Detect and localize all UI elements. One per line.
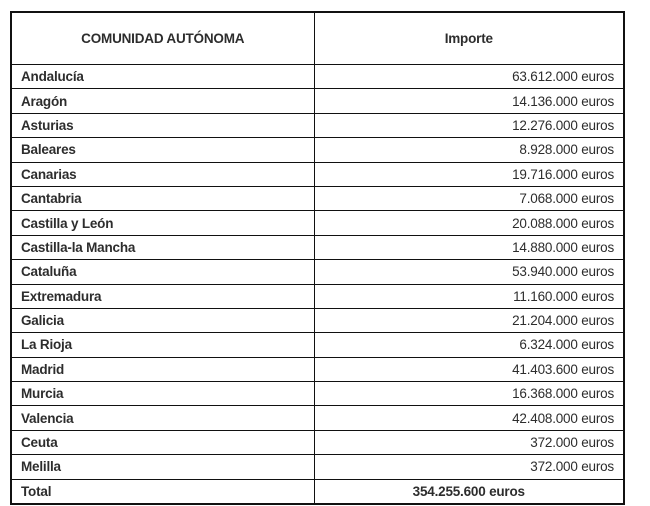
community-name: Extremadura: [11, 284, 314, 308]
community-name: Melilla: [11, 455, 314, 479]
table-row: [11, 138, 624, 162]
header-row: [11, 12, 624, 65]
community-name: Aragón: [11, 89, 314, 113]
table-row: [11, 455, 624, 479]
table-row: [11, 333, 624, 357]
total-value: 354.255.600 euros: [314, 479, 624, 504]
community-name: Asturias: [11, 113, 314, 137]
table-row: [11, 406, 624, 430]
importe-value: 41.403.600 euros: [314, 357, 624, 381]
table-row: [11, 89, 624, 113]
table-row: [11, 211, 624, 235]
community-name: La Rioja: [11, 333, 314, 357]
importe-value: 6.324.000 euros: [314, 333, 624, 357]
importe-value: 14.136.000 euros: [314, 89, 624, 113]
column-header-importe: Importe: [314, 12, 624, 65]
importe-value: 8.928.000 euros: [314, 138, 624, 162]
community-name: Baleares: [11, 138, 314, 162]
community-name: Castilla y León: [11, 211, 314, 235]
comunidades-importe-table: [10, 11, 625, 505]
importe-value: 12.276.000 euros: [314, 113, 624, 137]
total-row: [11, 479, 624, 504]
table-row: [11, 308, 624, 332]
importe-value: 42.408.000 euros: [314, 406, 624, 430]
importe-table-container: [10, 11, 625, 505]
table-row: [11, 186, 624, 210]
importe-value: 372.000 euros: [314, 455, 624, 479]
community-name: Andalucía: [11, 65, 314, 89]
table-row: [11, 162, 624, 186]
community-name: Cataluña: [11, 260, 314, 284]
table-row: [11, 260, 624, 284]
table-row: [11, 65, 624, 89]
importe-value: 16.368.000 euros: [314, 382, 624, 406]
importe-value: 53.940.000 euros: [314, 260, 624, 284]
community-name: Valencia: [11, 406, 314, 430]
column-header-comunidad: COMUNIDAD AUTÓNOMA: [11, 12, 314, 65]
community-name: Cantabria: [11, 186, 314, 210]
table-row: [11, 113, 624, 137]
community-name: Murcia: [11, 382, 314, 406]
importe-value: 19.716.000 euros: [314, 162, 624, 186]
total-label: Total: [11, 479, 314, 504]
community-name: Castilla-la Mancha: [11, 235, 314, 259]
importe-value: 11.160.000 euros: [314, 284, 624, 308]
importe-value: 21.204.000 euros: [314, 308, 624, 332]
community-name: Madrid: [11, 357, 314, 381]
table-row: [11, 430, 624, 454]
importe-value: 372.000 euros: [314, 430, 624, 454]
table-row: [11, 235, 624, 259]
community-name: Galicia: [11, 308, 314, 332]
importe-value: 20.088.000 euros: [314, 211, 624, 235]
importe-value: 14.880.000 euros: [314, 235, 624, 259]
community-name: Ceuta: [11, 430, 314, 454]
table-row: [11, 284, 624, 308]
community-name: Canarias: [11, 162, 314, 186]
table-row: [11, 382, 624, 406]
importe-value: 63.612.000 euros: [314, 65, 624, 89]
table-row: [11, 357, 624, 381]
importe-value: 7.068.000 euros: [314, 186, 624, 210]
